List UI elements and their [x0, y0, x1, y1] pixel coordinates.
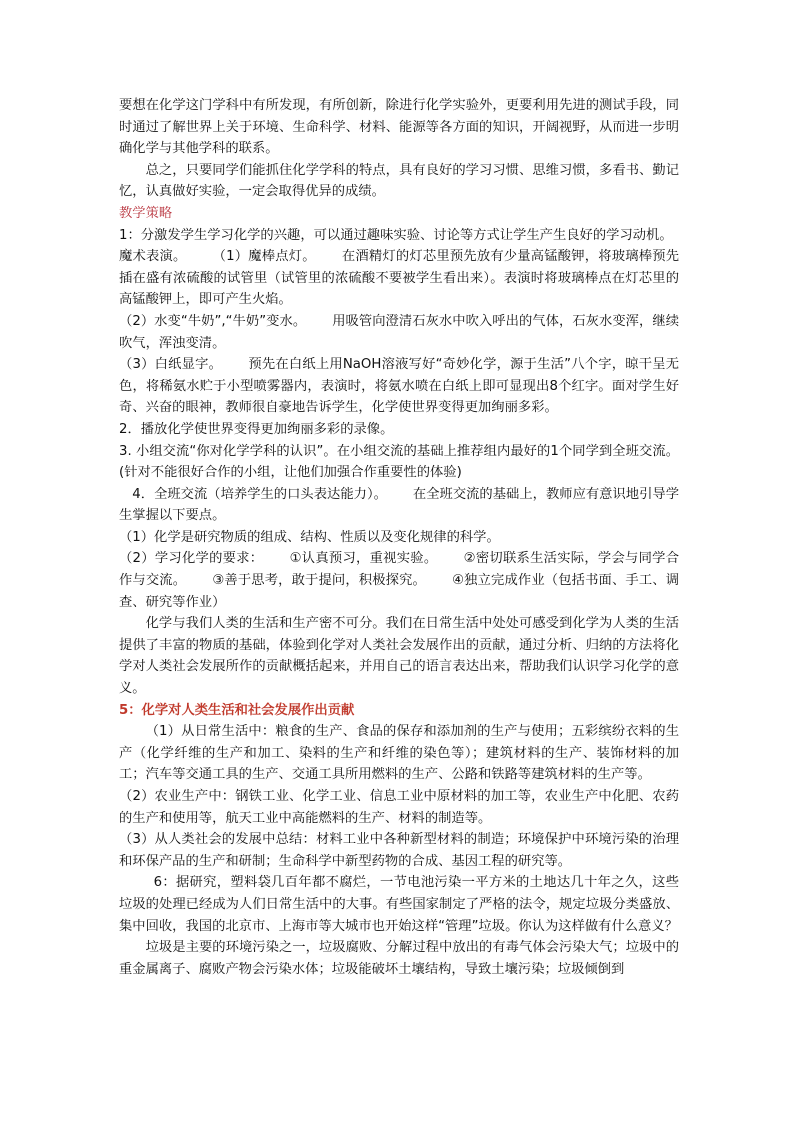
paragraph-garbage-pollution: 垃圾是主要的环境污染之一，垃圾腐败、分解过程中放出的有毒气体会污染大气；垃圾中的重金属离子、腐败产物会污染水体；垃圾能破坏土壤结构，导致土壤污染；垃圾倾倒到: [119, 940, 679, 977]
paragraph-agriculture: （2）农业生产中：钢铁工业、化学工业、信息工业中原材料的加工等，农业生产中化肥、农药的生产和使用等，航天工业中高能燃料的生产、材料的制造等。: [119, 789, 679, 826]
class-exchange-text: 在全班交流的基础上，教师应有意识地引导学生掌握以下要点。: [119, 486, 679, 524]
water-milk-label: （2）水变“牛奶”,“牛奶”变水。: [119, 313, 307, 329]
paragraph-intro: 要想在化学这门学科中有所发现，有所创新，除进行化学实验外，更要利用先进的测试手段，同时通过了解世界上关于环境、生命科学、材料、能源等各方面的知识，开阔视野，从而进一步明确化学与其他学科的联系。: [119, 98, 679, 157]
requirement-2: ②密切联系生活实际，学会与同学合作与交流。: [119, 551, 680, 589]
paragraph-water-milk: [119, 311, 679, 354]
document-page: [119, 95, 679, 980]
heading-contribution: 5：化学对人类生活和社会发展作出贡献: [119, 702, 355, 718]
water-milk-text: 用吸管向澄清石灰水中吹入呼出的气体，石灰水变浑，继续吹气，浑浊变清。: [119, 313, 679, 351]
paragraph-strategy-2: 2．播放化学使世界变得更加绚丽多彩的录像。: [119, 421, 394, 437]
heading-teaching-strategy: 教学策略: [119, 205, 173, 221]
white-paper-label: （3）白纸显字。: [119, 357, 223, 373]
magic-show-label: 魔术表演。: [119, 249, 187, 265]
paragraph-strategy-4: [119, 484, 679, 527]
paragraph-plastic-research: 6：据研究，塑料袋几百年都不腐烂，一节电池污染一平方米的土地达几十年之久，这些垃圾的处理已经成为人们日常生活中的大事。有些国家制定了严格的法令，规定垃圾分类盛放、集中回收，我国的北京市、上海市等大城市也开始这样“管理”垃圾。你认为这样做有什么意义？: [119, 875, 679, 934]
paragraph-white-paper: [119, 354, 679, 419]
paragraph-magic-show: [119, 246, 679, 311]
white-paper-text: 预先在白纸上用NaOH溶液写好“奇妙化学，源于生活”八个字，晾干呈无色，将稀氨水贮于小型喷雾器内，表演时，将氨水喷在白纸上即可显现出8个红字。面对学生好奇、兴奋的眼神，教师很自豪地告诉学生，化学使世界变得更加绚丽多彩。: [119, 357, 679, 416]
paragraph-chemistry-life: 化学与我们人类的生活和生产密不可分。我们在日常生活中处处可感受到化学为人类的生活提供了丰富的物质的基础，体验到化学对人类社会发展作出的贡献，通过分析、归纳的方法将化学对人类社会发展所作的贡献概括起来，并用自己的语言表达出来，帮助我们认识学习化学的意义。: [119, 616, 679, 697]
requirement-1: ①认真预习，重视实验。: [289, 551, 438, 567]
paragraph-strategy-1: 1：分激发学生学习化学的兴趣，可以通过趣味实验、讨论等方式让学生产生良好的学习动机。: [119, 227, 673, 243]
paragraph-strategy-3: 3. 小组交流“你对化学学科的认识”。在小组交流的基础上推荐组内最好的1个同学到全班交流。(针对不能很好合作的小组，让他们加强合作重要性的体验): [119, 443, 679, 481]
requirements-label: （2）学习化学的要求：: [119, 551, 264, 567]
requirement-3: ③善于思考，敢于提问，积极探究。: [212, 573, 426, 589]
paragraph-summary: 总之，只要同学们能抓住化学学科的特点，具有良好的学习习惯、思维习惯，多看书、勤记忆，认真做好实验，一定会取得优异的成绩。: [119, 162, 679, 200]
magic-wand-label: （1）魔棒点灯。: [212, 249, 316, 265]
requirement-4: ④独立完成作业（包括书面、手工、调查、研究等作业）: [119, 573, 680, 610]
paragraph-point-1: （1）化学是研究物质的组成、结构、性质以及变化规律的科学。: [119, 529, 500, 545]
paragraph-daily-life: （1）从日常生活中：粮食的生产、食品的保存和添加剂的生产与使用；五彩缤纷衣料的生产（化学纤维的生产和加工、染料的生产和纤维的染色等）；建筑材料的生产、装饰材料的加工；汽车等交通工具的生产、交通工具所用燃料的生产、公路和铁路等建筑材料的生产等。: [119, 724, 679, 783]
paragraph-society: （3）从人类社会的发展中总结：材料工业中各种新型材料的制造；环境保护中环境污染的治理和环保产品的生产和研制；生命科学中新型药物的合成、基因工程的研究等。: [119, 832, 679, 869]
class-exchange-label: 4．全班交流（培养学生的口头表达能力）。: [132, 486, 387, 502]
magic-wand-text: 在酒精灯的灯芯里预先放有少量高锰酸钾，将玻璃棒预先插在盛有浓硫酸的试管里（试管里的浓硫酸不要被学生看出来）。表演时将玻璃棒点在灯芯里的高锰酸钾上，即可产生火焰。: [119, 249, 679, 308]
paragraph-point-2: [119, 548, 679, 613]
